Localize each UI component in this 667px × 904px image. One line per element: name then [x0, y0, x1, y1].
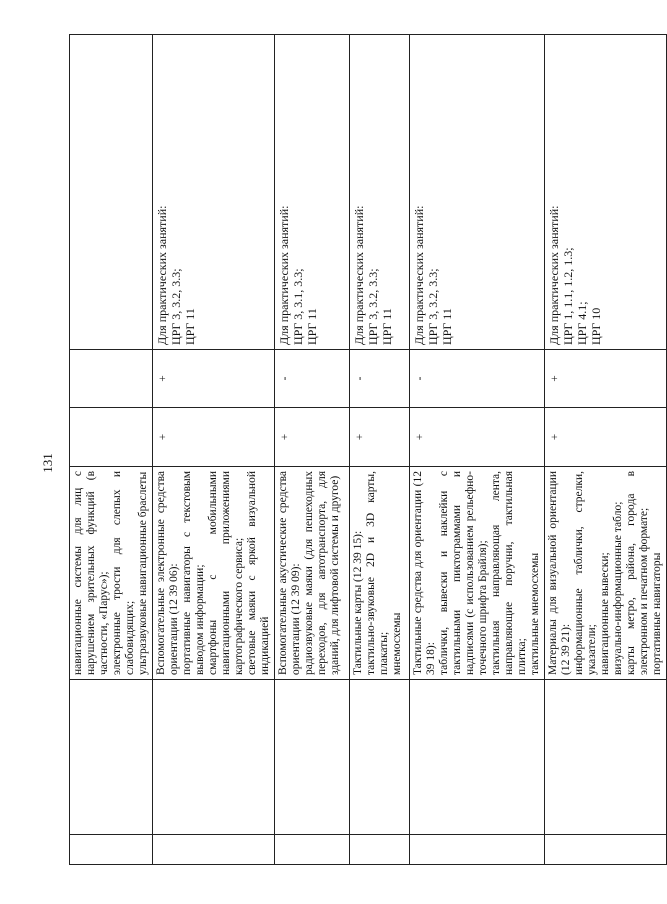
usage-line: Для практических занятий:	[277, 205, 291, 345]
empty-cell	[275, 835, 350, 865]
materials-cell	[70, 467, 153, 680]
materials-line: навигационные вывески;	[599, 552, 611, 675]
page-number: 131	[40, 453, 55, 473]
empty-cell	[153, 835, 275, 865]
usage-line: Для практических занятий:	[352, 205, 366, 345]
mark-cell: +	[350, 408, 410, 467]
materials-line: ультразвуковые навигационные браслеты	[137, 471, 149, 675]
empty-cell	[410, 680, 545, 835]
empty-cell	[545, 680, 667, 835]
usage-line: ЦРГ 11	[305, 308, 319, 345]
usage-cell	[350, 35, 410, 350]
table-row	[410, 35, 545, 865]
usage-line: ЦРГ 3, 3.2, 3.3;	[426, 268, 440, 345]
mark-cell: +	[275, 408, 350, 467]
mark-cell: +	[153, 350, 275, 408]
usage-line: ЦРГ 1, 1.1, 1.2, 1.3;	[561, 247, 575, 345]
usage-cell	[545, 35, 667, 350]
materials-line: Тактильные средства для ориентации (12 39 18):	[412, 471, 437, 675]
materials-line: Вспомогательные акустические средства ориентации (12 39 09):	[277, 471, 302, 675]
usage-line: ЦРГ 3, 3.2, 3.3;	[169, 268, 183, 345]
usage-cell	[153, 35, 275, 350]
empty-cell	[70, 680, 153, 835]
materials-line: тактильно-звуковые 2D и 3D карты, плакаты;	[365, 471, 390, 675]
empty-cell	[410, 835, 545, 865]
mark-cell: +	[545, 408, 667, 467]
usage-line: ЦРГ 11	[440, 308, 454, 345]
usage-line: ЦРГ 11	[380, 308, 394, 345]
empty-cell	[350, 680, 410, 835]
materials-table	[69, 34, 667, 865]
materials-line: радиозвуковые маяки (для пешеходных переходов, для автотранспорта, для зданий, для лифтовой системы и другое)	[303, 471, 341, 675]
materials-cell	[350, 467, 410, 680]
mark-cell: +	[545, 350, 667, 408]
table-row	[545, 35, 667, 865]
materials-line: портативные навигаторы с текстовым выводом информации;	[181, 471, 206, 675]
empty-cell	[70, 835, 153, 865]
usage-cell	[70, 35, 153, 350]
materials-line: информационные таблички, стрелки, указатели;	[573, 471, 598, 675]
materials-line: портативные навигаторы	[651, 552, 663, 675]
materials-line: мнемосхемы	[391, 612, 403, 675]
materials-line: тактильная направляющая лента, направляющие поручни, тактильная плитка;	[490, 471, 528, 675]
mark-cell	[70, 350, 153, 408]
materials-cell	[275, 467, 350, 680]
usage-cell	[275, 35, 350, 350]
table-row	[70, 35, 153, 865]
table-row	[153, 35, 275, 865]
usage-line: ЦРГ 3, 3.2, 3.3;	[366, 268, 380, 345]
materials-line: визуально-информационные табло;	[612, 501, 624, 675]
mark-cell: +	[410, 408, 545, 467]
rotated-table-wrapper	[69, 35, 663, 865]
mark-cell: +	[153, 408, 275, 467]
materials-line: Материалы для визуальной ориентации (12 39 21):	[547, 471, 572, 675]
empty-cell	[153, 680, 275, 835]
usage-line: ЦРГ 4.1;	[575, 301, 589, 345]
mark-cell: -	[410, 350, 545, 408]
materials-line: тактильные мнемосхемы	[529, 552, 541, 675]
mark-cell	[70, 408, 153, 467]
materials-cell	[545, 467, 667, 680]
materials-line: смартфоны с мобильными навигационными приложениями картографического сервиса;	[207, 471, 245, 675]
empty-cell	[350, 835, 410, 865]
materials-line: Вспомогательные электронные средства ориентации (12 39 06):	[155, 471, 180, 675]
mark-cell: -	[275, 350, 350, 408]
usage-line: ЦРГ 11	[183, 308, 197, 345]
table-row	[350, 35, 410, 865]
materials-line: световые маяки с яркой визуальной индикацией	[246, 471, 271, 675]
materials-line: Тактильные карты (12 39 15):	[352, 530, 364, 675]
materials-line: карты метро, района, города в электронном и печатном формате;	[625, 471, 650, 675]
materials-cell	[410, 467, 545, 680]
materials-line: таблички, вывески и наклейки с тактильными пиктограммами и надписями (с использованием рельефно-точечного шрифта Брайля);	[438, 471, 489, 675]
table-row	[275, 35, 350, 865]
empty-cell	[545, 835, 667, 865]
usage-line: ЦРГ 10	[589, 307, 603, 345]
materials-cell	[153, 467, 275, 680]
empty-cell	[275, 680, 350, 835]
usage-line: ЦРГ 3, 3.1, 3.3;	[291, 268, 305, 345]
usage-line: Для практических занятий:	[547, 205, 561, 345]
mark-cell: -	[350, 350, 410, 408]
usage-line: Для практических занятий:	[155, 205, 169, 345]
usage-line: Для практических занятий:	[412, 205, 426, 345]
usage-cell	[410, 35, 545, 350]
materials-line: навигационные системы для лиц с нарушением зрительных функций (в частности, «Парус»);	[72, 471, 110, 675]
materials-line: электронные трости для слепых и слабовидящих;	[111, 471, 136, 675]
